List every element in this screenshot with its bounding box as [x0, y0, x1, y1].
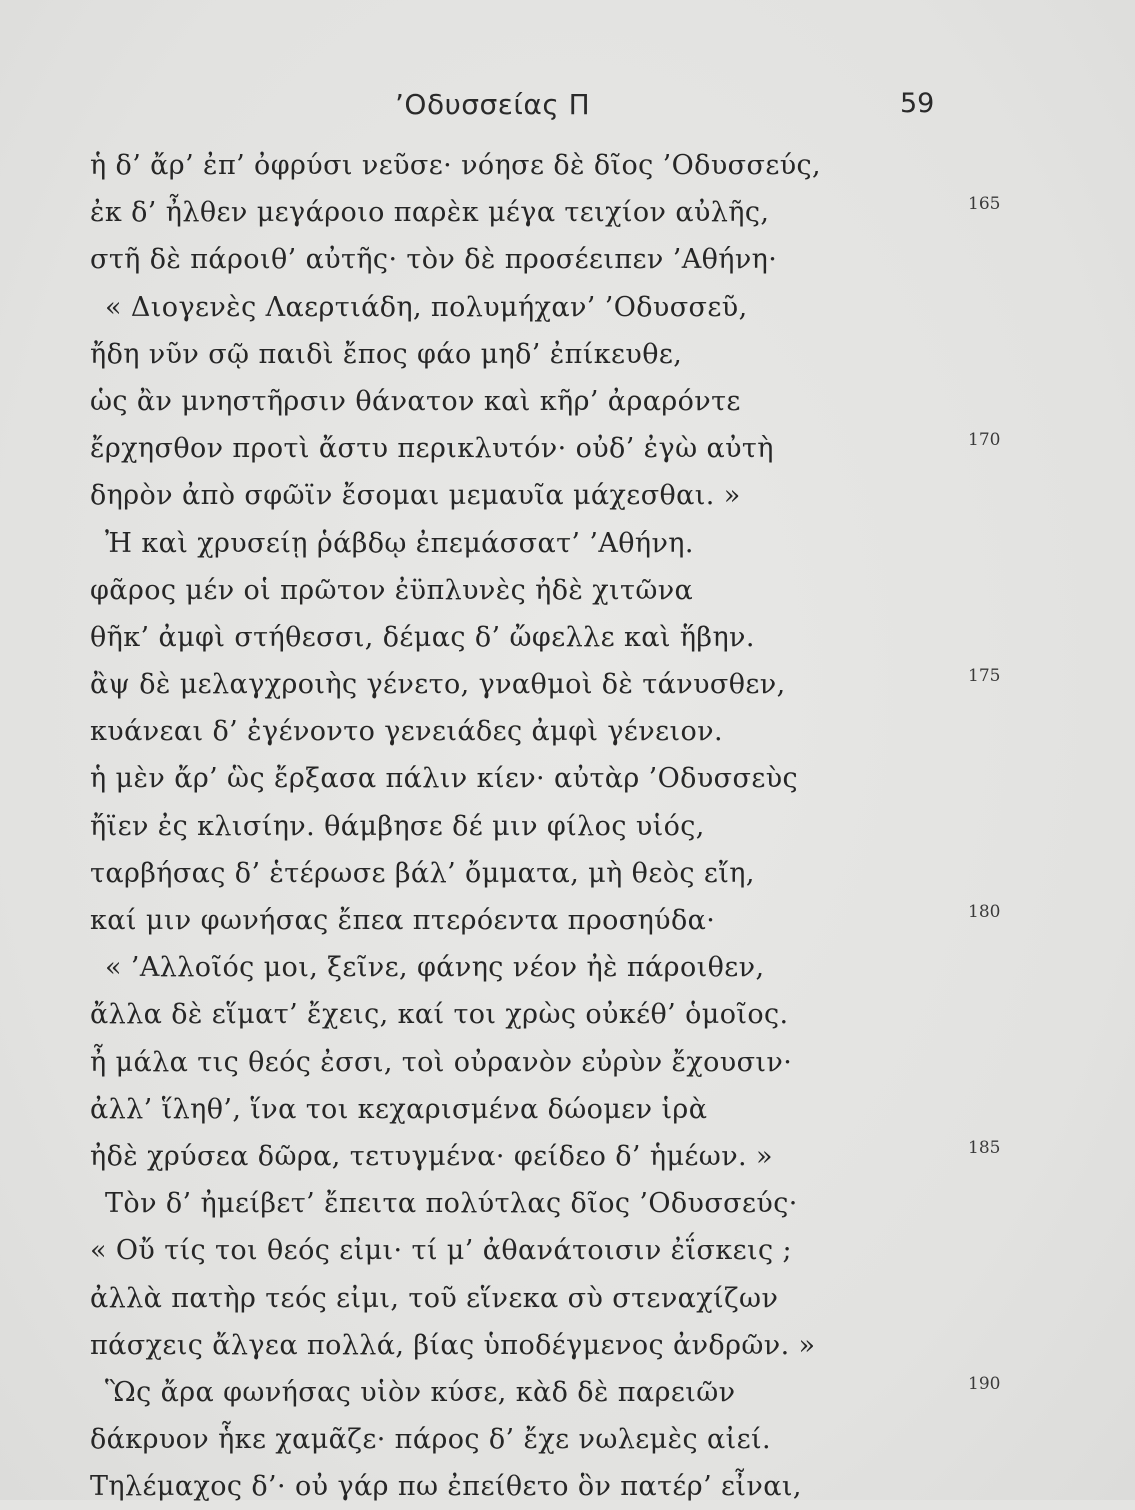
verse-line: [0, 1416, 1135, 1463]
verse-text: « Διογενὲς Λαερτιάδη, πολυμήχαν’ ’Οδυσσεῦ,: [105, 291, 748, 323]
verse-line: [0, 1463, 1135, 1510]
verse-text: ἡ μὲν ἄρ’ ὣς ἔρξασα πάλιν κίεν· αὐτὰρ ’Οδυσσεὺς: [90, 763, 799, 795]
verse-line: [0, 472, 1135, 519]
verse-line: [0, 803, 1135, 850]
verse-line: [0, 425, 1135, 472]
line-number: 170: [968, 430, 1001, 451]
verse-line: [0, 1227, 1135, 1274]
verse-line: [0, 142, 1135, 189]
line-number: 175: [968, 666, 1001, 687]
verse-text: Ἠ καὶ χρυσείῃ ῥάβδῳ ἐπεμάσσατ’ ’Αθήνη.: [105, 527, 694, 559]
verse-text: ἦ μάλα τις θεός ἐσσι, τοὶ οὐρανὸν εὐρὺν ἔχουσιν·: [90, 1046, 793, 1078]
verse-text: καί μιν φωνήσας ἔπεα πτερόεντα προσηύδα·: [90, 905, 716, 936]
verse-line: [0, 331, 1135, 378]
verse-text: ἀλλ’ ἵληθ’, ἵνα τοι κεχαρισμένα δώομεν ἱρὰ: [90, 1093, 708, 1125]
verse-text: ἡ δ’ ἄρ’ ἐπ’ ὀφρύσι νεῦσε· νόησε δὲ δῖος ’Οδυσσεύς,: [90, 150, 822, 181]
verse-block: [0, 142, 1135, 1510]
line-number: 165: [968, 194, 1001, 215]
verse-text: ἀλλὰ πατὴρ τεός εἰμι, τοῦ εἵνεκα σὺ στεναχίζων: [90, 1282, 779, 1314]
verse-text: πάσχεις ἄλγεα πολλά, βίας ὑποδέγμενος ἀνδρῶν. »: [90, 1329, 816, 1361]
verse-text: ἂψ δὲ μελαγχροιὴς γένετο, γναθμοὶ δὲ τάνυσθεν,: [90, 669, 786, 701]
line-number: 180: [968, 902, 1001, 922]
verse-text: Τὸν δ’ ἠμείβετ’ ἔπειτα πολύτλας δῖος ’Οδυσσεύς·: [105, 1188, 798, 1220]
page-number: 59: [900, 88, 935, 119]
verse-text: κυάνεαι δ’ ἐγένοντο γενειάδες ἀμφὶ γένειον.: [90, 716, 723, 748]
verse-line: [0, 991, 1135, 1038]
verse-line: [0, 1322, 1135, 1369]
running-head: [0, 88, 1135, 128]
verse-text: « ’Αλλοῖός μοι, ξεῖνε, φάνης νέον ἠὲ πάροιθεν,: [105, 952, 765, 984]
verse-line: [0, 236, 1135, 283]
line-number: 185: [968, 1137, 1001, 1158]
verse-line: [0, 520, 1135, 567]
verse-line: [0, 567, 1135, 614]
verse-line: [0, 1180, 1135, 1227]
verse-text: Τηλέμαχος δ’· οὐ γάρ πω ἐπείθετο ὃν πατέρ’ εἶναι,: [90, 1471, 802, 1503]
verse-text: ὡς ἂν μνηστῆρσιν θάνατον καὶ κῆρ’ ἀραρόντε: [90, 385, 741, 417]
verse-text: ἐκ δ’ ἦλθεν μεγάροιο παρὲκ μέγα τειχίον αὐλῆς,: [90, 197, 770, 229]
verse-line: [0, 189, 1135, 236]
verse-line: [0, 378, 1135, 425]
verse-line: [0, 1133, 1135, 1180]
verse-text: « Οὔ τίς τοι θεός εἰμι· τί μ’ ἀθανάτοισιν ἐΐσκεις ;: [90, 1235, 793, 1267]
running-title: ’Οδυσσείας Π: [395, 88, 591, 121]
verse-line: [0, 284, 1135, 331]
verse-text: ταρβήσας δ’ ἑτέρωσε βάλ’ ὄμματα, μὴ θεὸς εἴη,: [90, 857, 755, 889]
verse-line: [0, 897, 1135, 944]
verse-line: [0, 1275, 1135, 1322]
verse-text: ἠδὲ χρύσεα δῶρα, τετυγμένα· φείδεο δ’ ἡμέων. »: [90, 1140, 773, 1172]
verse-line: [0, 1369, 1135, 1416]
verse-text: δάκρυον ἧκε χαμᾶζε· πάρος δ’ ἔχε νωλεμὲς αἰεί.: [90, 1424, 771, 1456]
verse-line: [0, 1039, 1135, 1086]
verse-text: θῆκ’ ἀμφὶ στήθεσσι, δέμας δ’ ὤφελλε καὶ ἥβην.: [90, 621, 755, 653]
verse-text: ἔρχησθον προτὶ ἄστυ περικλυτόν· οὐδ’ ἐγὼ αὐτὴ: [90, 433, 774, 465]
verse-line: [0, 850, 1135, 897]
verse-line: [0, 661, 1135, 708]
verse-text: ἤδη νῦν σῷ παιδὶ ἔπος φάο μηδ’ ἐπίκευθε,: [90, 338, 683, 370]
verse-line: [0, 614, 1135, 661]
verse-text: Ὣς ἄρα φωνήσας υἱὸν κύσε, κὰδ δὲ παρειῶν: [105, 1376, 736, 1408]
verse-line: [0, 944, 1135, 991]
verse-line: [0, 708, 1135, 755]
verse-line: [0, 1086, 1135, 1133]
verse-text: δηρὸν ἀπὸ σφῶϊν ἔσομαι μεμαυῖα μάχεσθαι. »: [90, 480, 741, 512]
verse-text: στῆ δὲ πάροιθ’ αὐτῆς· τὸν δὲ προσέειπεν ’Αθήνη·: [90, 244, 778, 276]
verse-text: ἄλλα δὲ εἵματ’ ἔχεις, καί τοι χρὼς οὐκέθ’ ὁμοῖος.: [90, 999, 789, 1031]
line-number: 190: [968, 1373, 1001, 1394]
verse-text: ἤϊεν ἐς κλισίην. θάμβησε δέ μιν φίλος υἱός,: [90, 810, 705, 842]
verse-text: φᾶρος μέν οἱ πρῶτον ἐϋπλυνὲς ἠδὲ χιτῶνα: [90, 574, 694, 606]
verse-line: [0, 755, 1135, 802]
